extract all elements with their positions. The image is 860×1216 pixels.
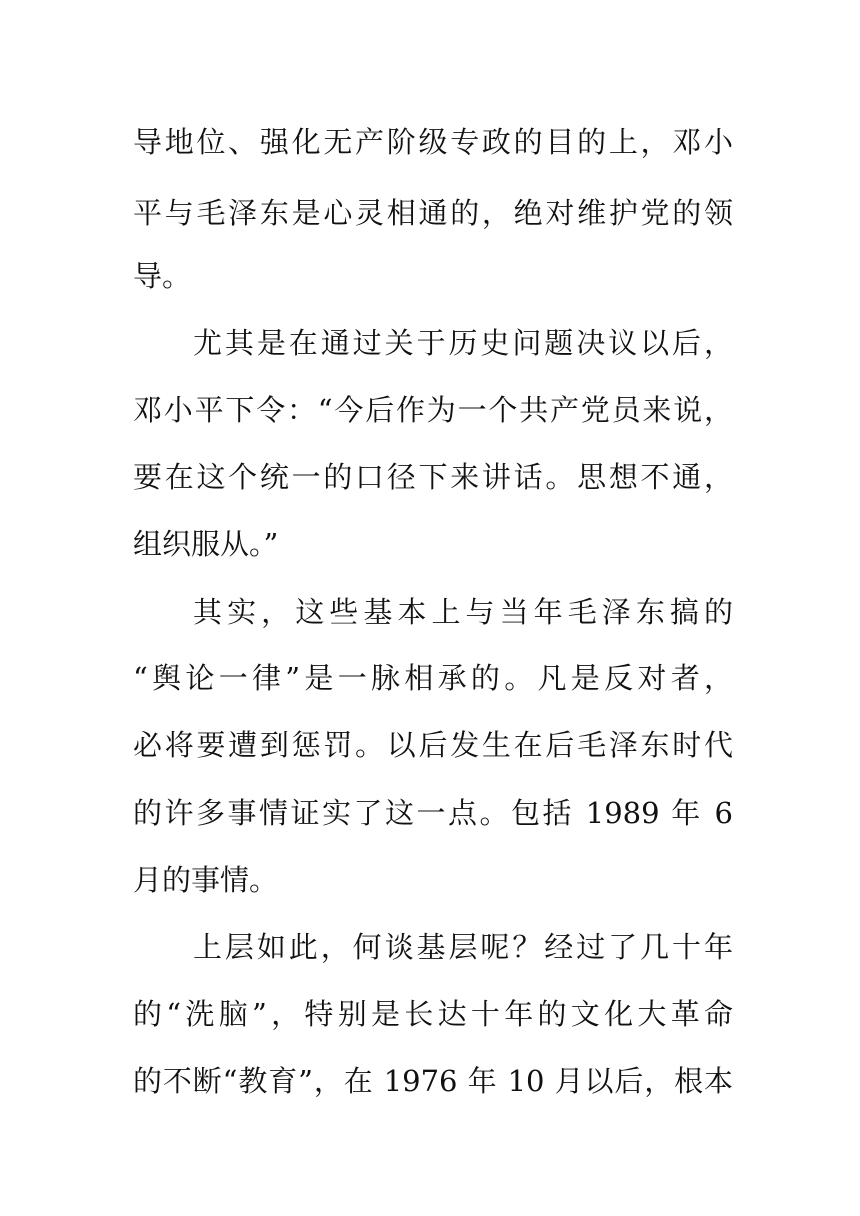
text-line-1: 导地位、强化无产阶级专政的目的上，邓小 bbox=[133, 125, 733, 159]
text-line-3: 导。 bbox=[133, 259, 192, 293]
text-line-2: 平与毛泽东是心灵相通的，绝对维护党的领 bbox=[133, 196, 733, 230]
text-line-7: 组织服从。” bbox=[133, 527, 279, 561]
text-line-4: 尤其是在通过关于历史问题决议以后， bbox=[193, 326, 733, 360]
text-line-9: “舆论一律”是一脉相承的。凡是反对者， bbox=[133, 661, 733, 695]
text-line-12: 月的事情。 bbox=[133, 863, 279, 897]
text-line-13: 上层如此，何谈基层呢？经过了几十年 bbox=[193, 930, 733, 964]
text-line-8: 其实，这些基本上与当年毛泽东搞的 bbox=[193, 595, 733, 629]
text-line-6: 要在这个统一的口径下来讲话。思想不通， bbox=[133, 460, 733, 494]
text-line-14: 的“洗脑”，特别是长达十年的文化大革命 bbox=[133, 997, 733, 1031]
text-line-10: 必将要遭到惩罚。以后发生在后毛泽东时代 bbox=[133, 728, 733, 762]
text-line-11: 的许多事情证实了这一点。包括 1989 年 6 bbox=[133, 796, 733, 830]
text-line-5: 邓小平下令：“今后作为一个共产党员来说， bbox=[133, 393, 733, 427]
text-line-15: 的不断“教育”，在 1976 年 10 月以后，根本 bbox=[133, 1064, 733, 1098]
